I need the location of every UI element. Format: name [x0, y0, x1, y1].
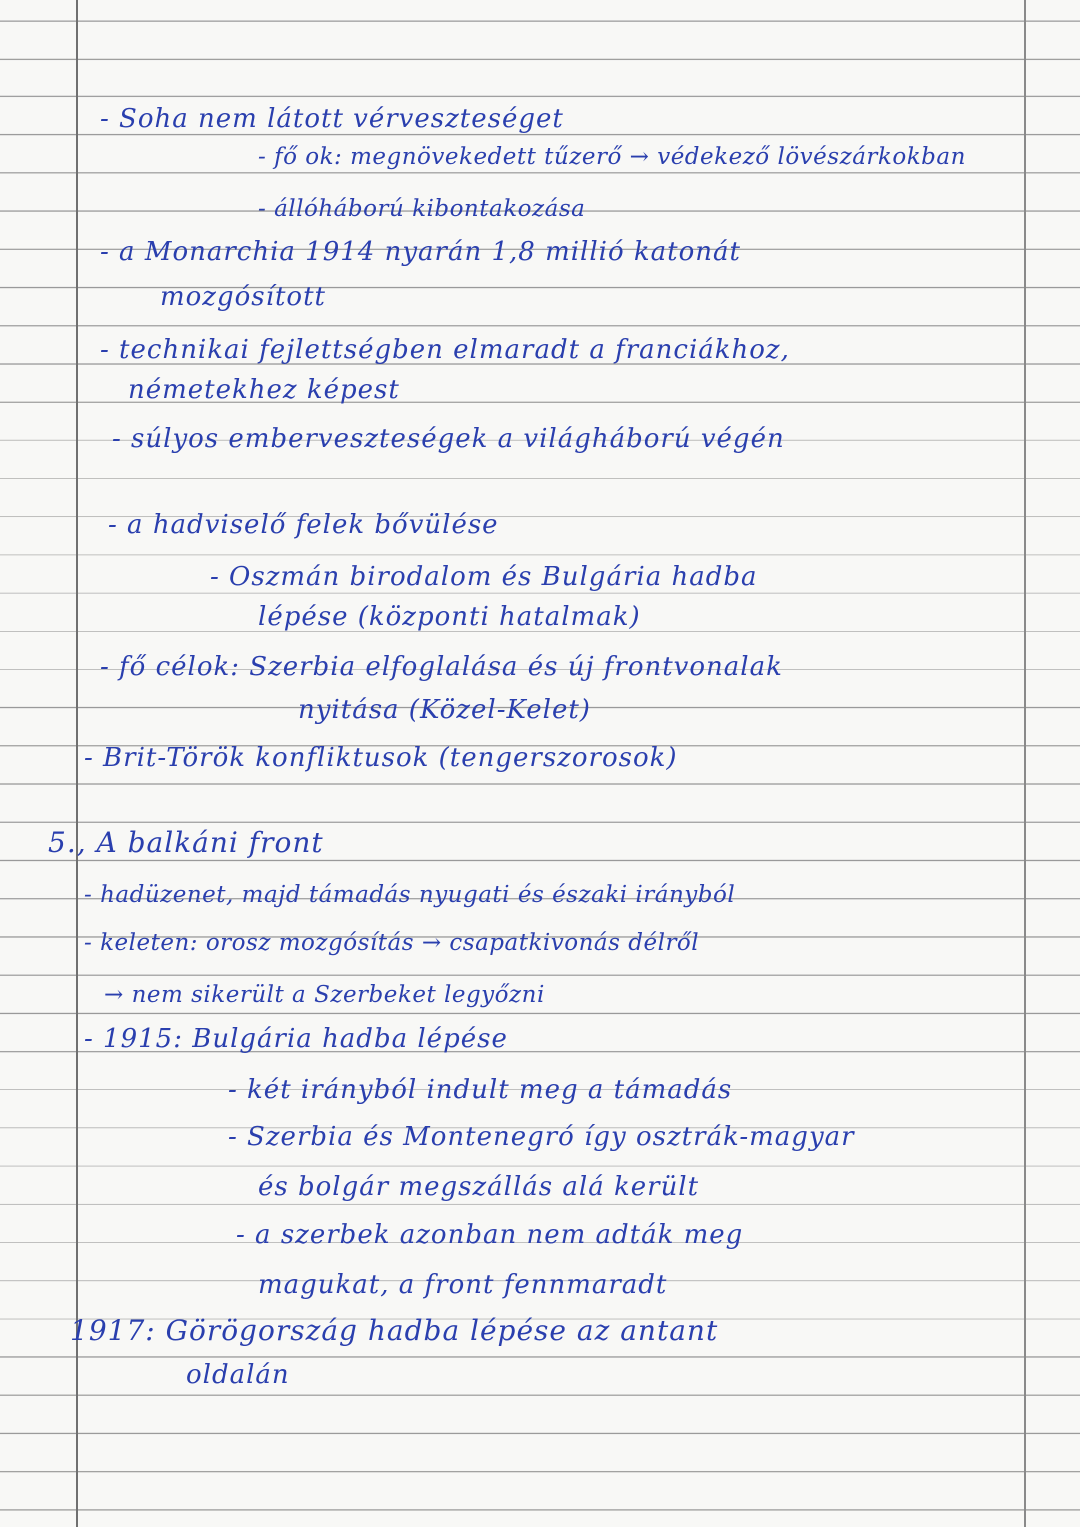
note-line: mozgósított — [160, 282, 326, 312]
note-line: - Oszmán birodalom és Bulgária hadba — [210, 562, 758, 592]
note-line: - keleten: orosz mozgósítás → csapatkivonás délről — [84, 930, 700, 956]
note-line: - hadüzenet, majd támadás nyugati és északi irányból — [84, 882, 736, 908]
note-line: - Brit-Török konfliktusok (tengerszorosok) — [84, 743, 678, 773]
note-line: - állóháború kibontakozása — [258, 196, 586, 222]
note-line: - fő célok: Szerbia elfoglalása és új frontvonalak — [100, 652, 783, 682]
note-line: oldalán — [186, 1360, 290, 1390]
note-line: 1917: Görögország hadba lépése az antant — [70, 1314, 719, 1347]
note-line: - Szerbia és Montenegró így osztrák-magyar — [228, 1122, 855, 1152]
note-line: - a szerbek azonban nem adták meg — [236, 1220, 744, 1250]
section-heading: 5., A balkáni front — [48, 826, 324, 859]
note-line: magukat, a front fennmaradt — [258, 1270, 668, 1300]
note-line: lépése (központi hatalmak) — [258, 602, 641, 632]
note-line: nyitása (Közel-Kelet) — [298, 695, 591, 725]
note-line: - súlyos emberveszteségek a világháború végén — [112, 424, 785, 454]
note-line: - a Monarchia 1914 nyarán 1,8 millió katonát — [100, 237, 741, 267]
left-margin-line — [76, 0, 78, 1527]
note-line: németekhez képest — [128, 375, 400, 405]
note-line: - a hadviselő felek bővülése — [108, 510, 499, 540]
note-line: → nem sikerült a Szerbeket legyőzni — [104, 982, 545, 1008]
note-line: - Soha nem látott vérveszteséget — [100, 104, 564, 134]
note-line: - technikai fejlettségben elmaradt a franciákhoz, — [100, 335, 790, 365]
note-line: és bolgár megszállás alá került — [258, 1172, 700, 1202]
right-margin-line — [1024, 0, 1026, 1527]
note-line: - két irányból indult meg a támadás — [228, 1075, 733, 1105]
note-line: - 1915: Bulgária hadba lépése — [84, 1024, 508, 1054]
note-line: - fő ok: megnövekedett tűzerő → védekező lövészárkokban — [258, 144, 966, 170]
